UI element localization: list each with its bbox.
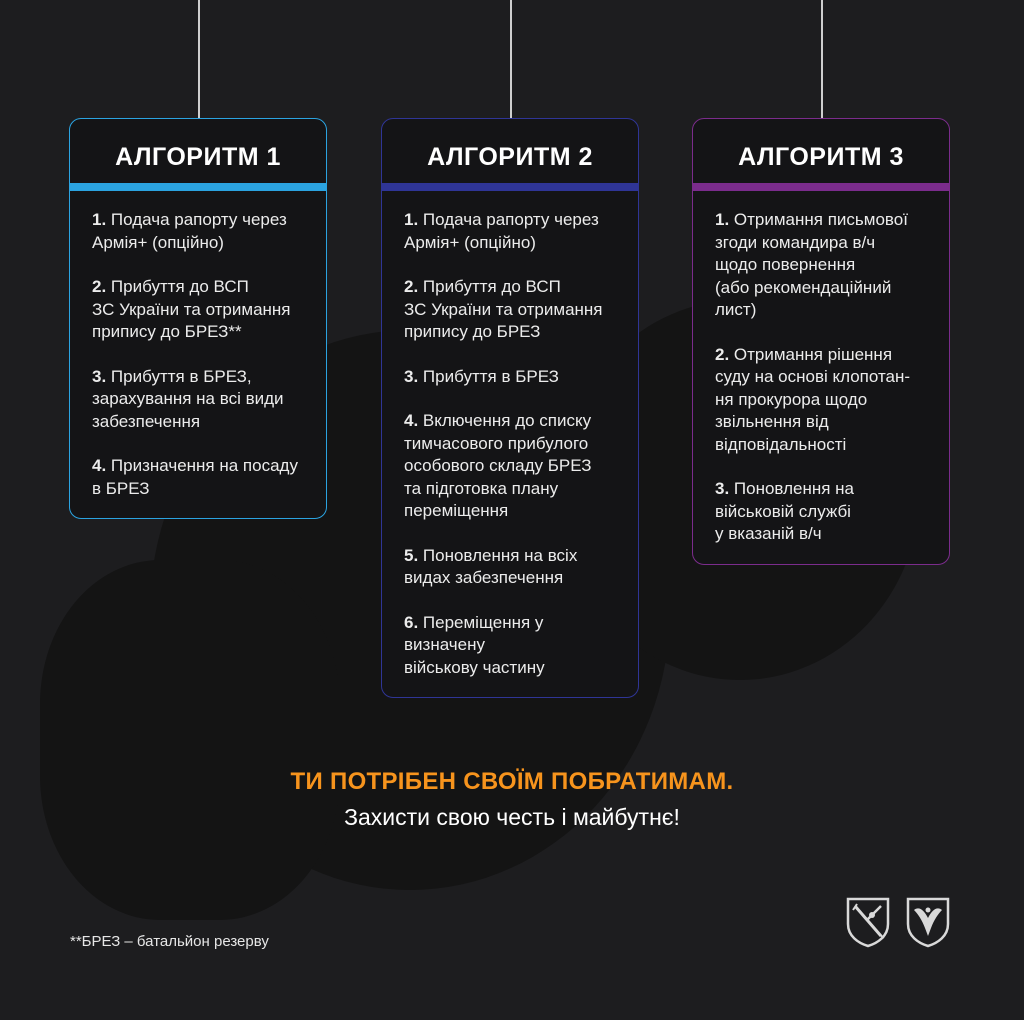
sword-shield-emblem-icon [845, 896, 891, 948]
footnote: **БРЕЗ – батальйон резерву [70, 933, 269, 950]
list-item: 1. Подача рапорту через Армія+ (опційно) [404, 210, 599, 252]
list-item: 1. Подача рапорту через Армія+ (опційно) [92, 210, 287, 252]
list-item: 2. Отримання рішення суду на основі клопотан- ня прокурора щодо звільнення від відповідальності [715, 344, 911, 454]
list-item: 4. Включення до списку тимчасового прибулого особового складу БРЕЗ та підготовка плану переміщення [404, 411, 592, 520]
card-title: АЛГОРИТМ 2 [427, 143, 593, 171]
card-steps-list [70, 191, 326, 518]
card-accent-bar [693, 183, 949, 191]
background-silhouette [40, 560, 340, 920]
list-item: 6. Переміщення у визначену військову частину [404, 612, 545, 677]
card-steps-list [693, 191, 949, 564]
card-title: АЛГОРИТМ 3 [738, 143, 904, 171]
list-item: 4. Призначення на посаду в БРЕЗ [92, 456, 298, 498]
card-hanger-line [198, 0, 200, 118]
algorithm-card-2 [381, 118, 639, 698]
card-accent-bar [382, 183, 638, 191]
list-item: 3. Поновлення на військовій службі у вказаній в/ч [715, 479, 854, 543]
card-hanger-line [821, 0, 823, 118]
list-item: 1. Отримання письмової згоди командира в/ч щодо повернення (або рекомендаційний лист) [715, 210, 908, 319]
card-steps-list [382, 191, 638, 697]
algorithm-card-1 [69, 118, 327, 519]
card-hanger-line [510, 0, 512, 118]
card-title: АЛГОРИТМ 1 [115, 143, 281, 171]
list-item: 3. Прибуття в БРЕЗ [404, 366, 559, 386]
algorithm-card-3 [692, 118, 950, 565]
card-accent-bar [70, 183, 326, 191]
slogan-block [0, 768, 1024, 831]
slogan-subline: Захисти свою честь і майбутнє! [344, 804, 680, 830]
list-item: 2. Прибуття до ВСП ЗС України та отримання припису до БРЕЗ [404, 277, 603, 341]
list-item: 3. Прибуття в БРЕЗ, зарахування на всі види забезпечення [92, 366, 284, 431]
eagle-shield-emblem-icon [905, 896, 951, 948]
list-item: 5. Поновлення на всіх видах забезпечення [404, 545, 578, 587]
slogan-headline: ТИ ПОТРІБЕН СВОЇМ ПОБРАТИМАМ. [290, 768, 734, 795]
list-item: 2. Прибуття до ВСП ЗС України та отримання припису до БРЕЗ** [92, 277, 291, 341]
